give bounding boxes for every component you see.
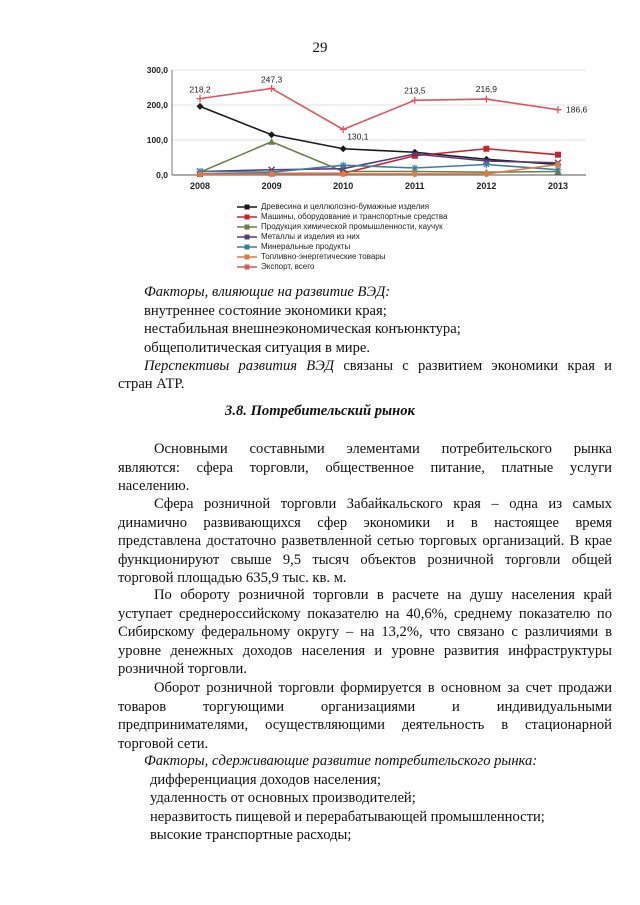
paragraph-line: предпринимателями, осуществляющими деятельность в стационарной xyxy=(118,717,612,734)
section-heading: 3.8. Потребительский рынок xyxy=(225,403,415,419)
data-label: 218,2 xyxy=(189,84,211,95)
export-line-chart xyxy=(134,62,594,192)
series-6-point xyxy=(340,171,346,177)
paragraph-line: Сфера розничной торговли Забайкальского края – одна из самых xyxy=(154,496,612,512)
paragraph-line: товаров торгующими организациями и индивидуальными xyxy=(118,698,612,715)
paragraph-line: торговой площадью 635,9 тыс. кв. м. xyxy=(118,570,347,587)
market-factor-item: неразвитость пищевой и перерабатывающей промышленности; xyxy=(150,808,545,825)
series-6-point xyxy=(269,171,275,177)
legend-label: Металлы и изделия из них xyxy=(261,232,360,241)
x-tick-label: 2008 xyxy=(189,181,211,191)
x-tick-label: 2013 xyxy=(547,181,569,191)
series-6-point xyxy=(555,162,561,168)
paragraph-line: Основными составными элементами потребительского рынка xyxy=(154,441,612,457)
chart-legend xyxy=(236,202,447,272)
legend-item xyxy=(236,262,447,272)
paragraph-line: По обороту розничной торговли в расчете на душу населения край xyxy=(154,587,612,603)
ved-prospects-cont xyxy=(118,375,612,394)
legend-item xyxy=(236,222,447,232)
series-line-7 xyxy=(200,88,558,129)
paragraph-line: динамично развивающихся сфер экономики и в настоящее время xyxy=(118,514,612,531)
series-1-point xyxy=(197,103,204,110)
ved-prospects-label: Перспективы развития ВЭД xyxy=(144,358,335,374)
paragraph-1 xyxy=(118,440,612,496)
x-tick-label: 2009 xyxy=(261,181,282,191)
paragraph-line: представлена достаточно разветвленной сетью торговых организаций. В крае xyxy=(118,533,612,550)
y-tick-label: 200,0 xyxy=(146,100,168,110)
legend-label: Минеральные продукты xyxy=(261,242,351,251)
market-factors-title: Факторы, сдерживающие развитие потребительского рынка: xyxy=(144,753,538,769)
legend-label: Древесина и целлюлозно-бумажные изделия xyxy=(261,202,430,211)
y-tick-label: 100,0 xyxy=(146,135,168,145)
series-7-point xyxy=(483,96,490,103)
x-tick-label: 2012 xyxy=(476,181,497,191)
series-1-point xyxy=(340,145,347,152)
ved-prospects-line1 xyxy=(118,357,612,376)
legend-item xyxy=(236,202,447,212)
data-label: 130,1 xyxy=(347,131,369,142)
series-2-point xyxy=(555,152,561,158)
market-factor-item: дифференциация доходов населения; xyxy=(150,771,382,788)
legend-label: Продукция химической промышленности, каучук xyxy=(261,222,443,231)
paragraph-line: населению. xyxy=(118,478,190,495)
legend-swatch xyxy=(236,243,258,251)
paragraph-4 xyxy=(118,679,612,753)
legend-label: Машины, оборудование и транспортные средства xyxy=(261,212,448,221)
paragraph-line: функционируют свыше 9,5 тысяч объектов розничной торговли общей xyxy=(118,551,612,568)
ved-factors-block xyxy=(118,283,612,357)
series-6-point xyxy=(197,171,203,177)
paragraph-3 xyxy=(118,586,612,679)
data-label: 213,5 xyxy=(404,85,426,96)
x-tick-label: 2010 xyxy=(333,181,354,191)
ved-prospects xyxy=(118,357,612,376)
paragraph-line: Оборот розничной торговли формируется в основном за счет продажи xyxy=(154,680,612,696)
legend-swatch xyxy=(236,253,258,261)
legend-label: Экспорт, всего xyxy=(261,262,315,271)
paragraph-2 xyxy=(118,495,612,588)
series-7-point xyxy=(268,85,275,92)
legend-item xyxy=(236,252,447,262)
series-7-point xyxy=(197,95,204,102)
ved-prospects-rest: связаны с развитием экономики края и xyxy=(334,358,612,374)
legend-item xyxy=(236,212,447,222)
y-tick-label: 300,0 xyxy=(146,65,168,75)
legend-swatch xyxy=(236,263,258,271)
paragraph-line: торговой сети. xyxy=(118,735,209,752)
data-label: 247,3 xyxy=(260,74,283,85)
ved-factors-title: Факторы, влияющие на развитие ВЭД: xyxy=(144,284,391,300)
series-5-point xyxy=(483,161,490,168)
series-5-point xyxy=(411,165,418,172)
ved-factor-item: внутреннее состояние экономики края; xyxy=(144,302,387,319)
market-factors-block xyxy=(118,752,612,845)
legend-swatch xyxy=(236,223,258,231)
market-factor-item: высокие транспортные расходы; xyxy=(150,827,352,844)
legend-item xyxy=(236,232,447,242)
series-7-point xyxy=(555,106,562,113)
ved-factor-item: нестабильная внешнеэкономическая конъюнктура; xyxy=(144,321,461,338)
series-7-point xyxy=(340,126,347,133)
paragraph-line: уступает среднероссийскому показателю на 40,6%, среднему показателю по xyxy=(118,605,612,622)
series-7-point xyxy=(411,97,418,104)
ved-prospects-line2: стран АТР. xyxy=(118,376,185,392)
data-label: 186,6 xyxy=(566,104,588,115)
paragraph-line: Сибирскому федеральному округу – на 13,2%, что связано с различиями в xyxy=(118,624,612,641)
page-number: 29 xyxy=(312,40,328,56)
series-line-4 xyxy=(200,154,558,172)
market-factor-item: удаленность от основных производителей; xyxy=(150,790,416,807)
data-label: 216,9 xyxy=(475,84,498,95)
paragraph-line: розничной торговли. xyxy=(118,661,248,678)
series-1-point xyxy=(268,131,275,138)
x-tick-label: 2011 xyxy=(405,181,425,191)
ved-factor-item: общеполитическая ситуация в мире. xyxy=(144,339,371,356)
paragraph-line: являются: сфера торговли, общественное питание, платные услуги xyxy=(118,459,612,476)
series-5-point xyxy=(340,162,347,169)
series-6-point xyxy=(412,171,418,177)
series-line-3 xyxy=(200,142,558,172)
series-6-point xyxy=(483,171,489,177)
legend-label: Топливно-энергетические товары xyxy=(261,252,386,261)
legend-swatch xyxy=(236,233,258,241)
legend-item xyxy=(236,242,447,252)
legend-swatch xyxy=(236,203,258,211)
series-2-point xyxy=(483,146,489,152)
paragraph-line: уровне денежных доходов населения и уровне развития инфраструктуры xyxy=(118,642,612,659)
y-tick-label: 0,0 xyxy=(156,170,168,180)
legend-swatch xyxy=(236,213,258,221)
series-3-point xyxy=(268,138,275,145)
